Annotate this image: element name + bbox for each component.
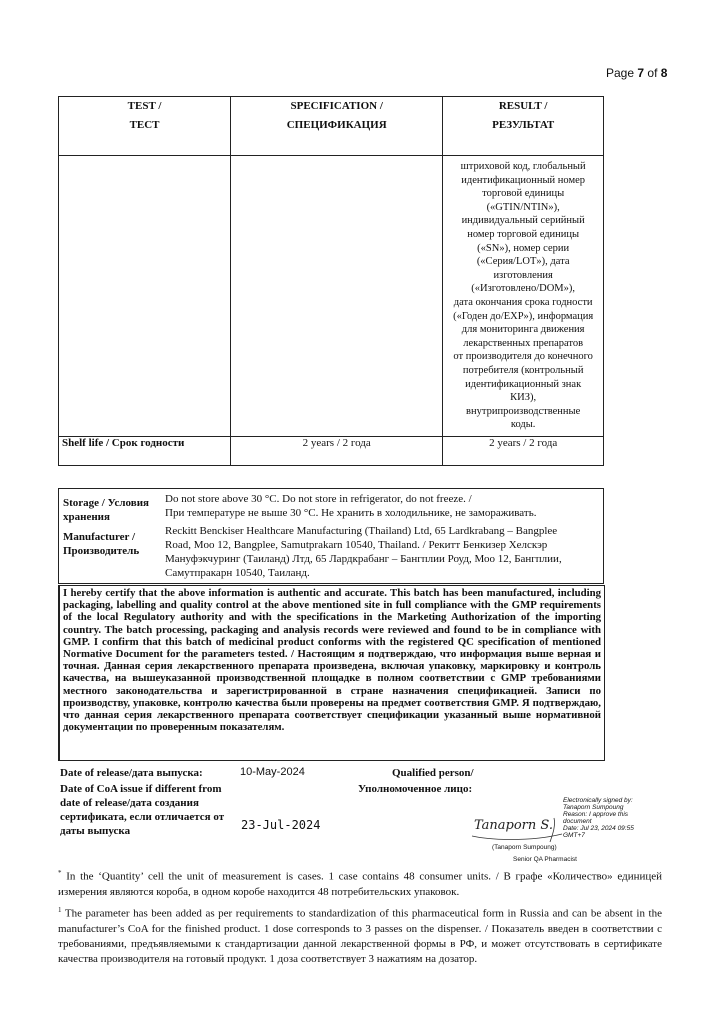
result-line: изготовления bbox=[493, 269, 553, 281]
results-table bbox=[58, 96, 604, 466]
header-result-en: RESULT / bbox=[498, 100, 548, 112]
test-cell bbox=[59, 156, 231, 437]
footnote-marker: * bbox=[58, 869, 62, 877]
shelf-life-result: 2 years / 2 года bbox=[443, 436, 604, 465]
handwritten-signature bbox=[470, 812, 568, 848]
coa-label-line: date of release/дата создания bbox=[60, 797, 199, 809]
qualified-person-label: Qualified person/ bbox=[392, 767, 474, 779]
storage-line: При температуре не выше 30 °C. Не хранить в холодильнике, не замораживать. bbox=[165, 507, 537, 519]
release-date-value: 10-May-2024 bbox=[240, 766, 305, 778]
result-line: («Изготовлено/DOM»), bbox=[471, 283, 576, 295]
result-line: номер торговой единицы bbox=[467, 228, 580, 240]
e-signature-line: GMT+7 bbox=[563, 832, 585, 839]
signatory-name: (Tanaporn Sumpoung) bbox=[492, 844, 557, 851]
header-test-en: TEST / bbox=[127, 100, 162, 112]
storage-label bbox=[63, 496, 149, 524]
footnote-text: The parameter has been added as per requirements to standardization of this pharmaceutical form in Russia and can be absent in the manufacturer’s CoA for the finished product. 1 dose corresponds to 3 passes on the dispenser. / Показатель введен в соответствии с требованиями, предъявляемыми к стандартизации данной лекарственной формы в РФ, и может отсутствовать в сертификате качества производителя на готовый продукт. 1 доза соответствует 3 нажатиям на дозатор. bbox=[58, 907, 662, 965]
shelf-life-spec: 2 years / 2 года bbox=[231, 436, 443, 465]
result-line: для мониторинга движения bbox=[461, 324, 585, 336]
result-line: штриховой код, глобальный bbox=[460, 161, 586, 172]
page-number bbox=[606, 66, 667, 80]
result-line: лекарственных препаратов bbox=[463, 337, 584, 349]
result-line: КИЗ), bbox=[510, 392, 537, 404]
authorized-person-label: Уполномоченное лицо: bbox=[358, 783, 473, 795]
header-result bbox=[443, 97, 604, 156]
e-signature-info bbox=[563, 797, 673, 839]
coa-label-line: даты выпуска bbox=[60, 825, 131, 837]
header-test-ru: ТЕСТ bbox=[129, 119, 160, 131]
footnote-marker: 1 bbox=[58, 906, 62, 914]
signatory-title: Senior QA Pharmacist bbox=[513, 856, 577, 863]
table-header-row bbox=[59, 97, 604, 156]
manufacturer-label-line: Manufacturer / bbox=[63, 531, 135, 543]
header-spec bbox=[231, 97, 443, 156]
manufacturer-value bbox=[165, 524, 562, 580]
footnote-parameter bbox=[58, 903, 662, 967]
e-signature-line: document bbox=[563, 818, 592, 825]
storage-manufacturer-box bbox=[58, 488, 604, 584]
result-line: коды. bbox=[510, 419, 536, 431]
result-line: индивидуальный серийный bbox=[461, 215, 585, 227]
coa-date-value: 23-Jul-2024 bbox=[241, 818, 321, 832]
gmp-certification-statement: I hereby certify that the above information is authentic and accurate. This batch has been manufactured, including packaging, labelling and quality control at the above mentioned site in full compliance with the GMP requirements of the local Regulatory authority and with the specifications in the Marketing Authorization of the importing country. The batch processing, packaging and analysis records were reviewed and found to be in compliance with GMP. I confirm that this batch of medicinal product conforms with the registered QC specification of mentioned Normative Document for the parameters tested. / Настоящим я подтверждаю, что информация выше верная и точная. Данная серия лекарственного препарата произведена, включая упаковку, маркировку и контроль качества, на вышеуказанной производственной площадке в полном соответствии с GMP требованиями местного законодательства и зарегистрированной в стране назначения спецификацией. Записи по производству, упаковке, контролю качества были проверены на предмет соответствия GMP. Я подтверждаю, что данная серия лекарственного препарата соответствует спецификации указанный выше нормативной документации по проверенным показателям. bbox=[58, 585, 605, 761]
page-of: of bbox=[647, 66, 658, 80]
e-signature-line: Date: Jul 23, 2024 09:55 bbox=[563, 825, 634, 832]
result-line: идентификационный знак bbox=[465, 378, 582, 390]
storage-label-line: хранения bbox=[63, 511, 110, 523]
manufacturer-line: Самутпракарн 10540, Таиланд. bbox=[165, 567, 310, 579]
storage-line: Do not store above 30 °C. Do not store in refrigerator, do not freeze. / bbox=[165, 493, 472, 505]
header-test bbox=[59, 97, 231, 156]
storage-value bbox=[165, 492, 536, 520]
coa-label-line: Date of CoA issue if different from bbox=[60, 783, 222, 795]
result-cell bbox=[443, 156, 604, 437]
e-signature-line: Electronically signed by: bbox=[563, 797, 633, 804]
header-result-ru: РЕЗУЛЬТАТ bbox=[492, 119, 555, 131]
page-label: Page bbox=[606, 66, 635, 80]
footnote-text: In the ‘Quantity’ cell the unit of measurement is cases. 1 case contains 48 consumer units. / В графе «Количество» единицей измерения являются короба, в одном коробе находится 48 потребительских упаковок. bbox=[58, 870, 663, 898]
storage-label-line: Storage / Условия bbox=[63, 497, 149, 509]
header-spec-en: SPECIFICATION / bbox=[290, 100, 383, 112]
result-line: («GTIN/NTIN»), bbox=[486, 201, 560, 213]
result-line: внутрипроизводственные bbox=[466, 405, 581, 417]
result-line: потребителя (контрольный bbox=[462, 364, 584, 376]
page-total: 8 bbox=[660, 66, 668, 80]
manufacturer-line: Мануфэкчуринг (Таиланд) Лтд, 65 Лардкрабанг – Бангплии Роуд, Моо 12, Бангплии, bbox=[165, 553, 562, 565]
manufacturer-line: Reckitt Benckiser Healthcare Manufacturing (Thailand) Ltd, 65 Lardkrabang – Bangplee bbox=[165, 525, 558, 537]
result-line: («Годен до/EXP»), информация bbox=[453, 310, 594, 322]
result-line: («Серия/LOT»), дата bbox=[476, 256, 570, 268]
coa-label-line: сертификата, если отличается от bbox=[60, 811, 225, 823]
footnote-quantity bbox=[58, 866, 662, 900]
result-line: дата окончания срока годности bbox=[453, 296, 593, 308]
manufacturer-label bbox=[63, 530, 139, 558]
manufacturer-label-line: Производитель bbox=[63, 545, 140, 557]
coa-date-label bbox=[60, 782, 224, 838]
e-signature-line: Reason: I approve this bbox=[563, 811, 629, 818]
release-date-label: Date of release/дата выпуска: bbox=[60, 767, 203, 779]
result-line: идентификационный номер bbox=[461, 174, 586, 186]
result-line: от производителя до конечного bbox=[453, 351, 593, 363]
table-row bbox=[59, 156, 604, 437]
e-signature-line: Tanaporn Sumpoung bbox=[563, 804, 624, 811]
result-line: торговой единицы bbox=[482, 188, 565, 200]
spec-cell bbox=[231, 156, 443, 437]
page-current: 7 bbox=[637, 66, 645, 80]
header-spec-ru: СПЕЦИФИКАЦИЯ bbox=[286, 119, 387, 131]
signature-text: Tanaporn S. bbox=[474, 818, 553, 833]
result-line: («SN»), номер серии bbox=[477, 242, 570, 254]
table-row-shelf-life bbox=[59, 436, 604, 465]
shelf-life-test: Shelf life / Срок годности bbox=[59, 436, 231, 465]
manufacturer-line: Road, Moo 12, Bangplee, Samutprakarn 10540, Thailand. / Рекитт Бенкизер Хелскэр bbox=[165, 539, 548, 551]
